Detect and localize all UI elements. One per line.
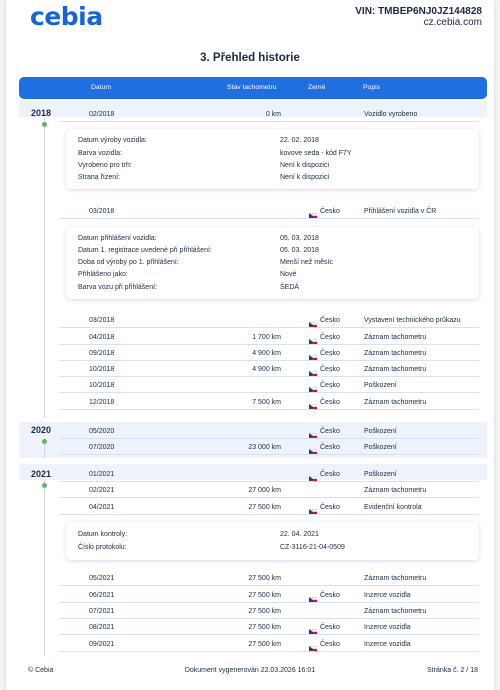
czech-flag-icon bbox=[309, 471, 317, 477]
table-row bbox=[19, 619, 487, 635]
row-description: Evidenční kontrola bbox=[364, 504, 422, 511]
row-country: Česko bbox=[320, 624, 340, 631]
czech-flag-icon bbox=[309, 334, 317, 340]
czech-flag-icon bbox=[309, 641, 317, 647]
row-date: 03/2018 bbox=[89, 317, 115, 324]
table-row bbox=[19, 482, 487, 498]
table-row bbox=[19, 329, 487, 345]
timeline-dot bbox=[42, 122, 47, 127]
detail-label: Datum kontroly: bbox=[78, 531, 128, 538]
table-row bbox=[19, 345, 487, 361]
detail-value: Není k dispozici bbox=[280, 174, 330, 181]
czech-flag-icon bbox=[309, 504, 317, 510]
row-divider bbox=[59, 585, 479, 586]
detail-value: kovove seda - kód F7Y bbox=[280, 150, 352, 157]
row-date: 05/2020 bbox=[89, 428, 115, 435]
detail-label: Barva vozidla: bbox=[78, 150, 122, 157]
row-country: Česko bbox=[320, 350, 340, 357]
row-country: Česko bbox=[320, 504, 340, 511]
table-row bbox=[19, 587, 487, 603]
row-odometer: 27 500 km bbox=[248, 641, 281, 648]
detail-label: Datum 1. registrace uvedené při přihlášení: bbox=[78, 247, 212, 254]
detail-label: Barva vozu při přihlášení: bbox=[78, 284, 157, 291]
table-row bbox=[19, 603, 487, 619]
table-row bbox=[19, 466, 487, 482]
row-odometer: 4 900 km bbox=[252, 350, 281, 357]
row-divider bbox=[59, 454, 479, 455]
detail-value: Není k dispozici bbox=[280, 162, 330, 169]
row-description: Záznam tachometru bbox=[364, 350, 427, 357]
czech-flag-icon bbox=[309, 399, 317, 405]
row-date: 10/2018 bbox=[89, 382, 115, 389]
row-date: 09/2018 bbox=[89, 350, 115, 357]
row-date: 04/2021 bbox=[89, 504, 115, 511]
row-divider bbox=[59, 121, 479, 122]
row-odometer: 0 km bbox=[265, 111, 281, 118]
row-country: Česko bbox=[320, 471, 340, 478]
row-odometer: 4 900 km bbox=[252, 366, 281, 373]
row-odometer: 27 500 km bbox=[248, 624, 281, 631]
czech-flag-icon bbox=[309, 624, 317, 630]
row-odometer: 27 500 km bbox=[248, 575, 281, 582]
detail-label: Vyrobeno pro trh: bbox=[78, 162, 132, 169]
row-description: Záznam tachometru bbox=[364, 366, 427, 373]
row-date: 12/2018 bbox=[89, 399, 115, 406]
detail-label: Strana řízení: bbox=[78, 174, 121, 181]
detail-value: 05. 03. 2018 bbox=[280, 235, 319, 242]
row-description: Poškození bbox=[364, 444, 397, 451]
page-footer bbox=[6, 661, 494, 681]
row-date: 07/2021 bbox=[89, 608, 115, 615]
table-row bbox=[19, 439, 487, 455]
row-date: 02/2018 bbox=[89, 111, 115, 118]
czech-flag-icon bbox=[309, 350, 317, 356]
row-description: Záznam tachometru bbox=[364, 487, 427, 494]
detail-label: Datum výroby vozidla: bbox=[78, 137, 147, 144]
row-date: 07/2020 bbox=[89, 444, 115, 451]
row-description: Vozidlo vyrobeno bbox=[364, 111, 418, 118]
row-divider bbox=[59, 634, 479, 635]
row-description: Poškození bbox=[364, 382, 397, 389]
row-divider bbox=[59, 327, 479, 328]
row-date: 09/2021 bbox=[89, 641, 115, 648]
row-country: Česko bbox=[320, 444, 340, 451]
row-description: Poškození bbox=[364, 428, 397, 435]
row-description: Poškození bbox=[364, 471, 397, 478]
table-row bbox=[19, 499, 487, 515]
table-row bbox=[19, 361, 487, 377]
detail-label: Doba od výroby po 1. přihlášení: bbox=[78, 259, 179, 266]
detail-value: Menší než měsíc bbox=[280, 259, 333, 266]
row-divider bbox=[59, 651, 479, 652]
footer-generated: Dokument vygenerován 22.03.2026 16:01 bbox=[184, 667, 316, 674]
row-country: Česko bbox=[320, 334, 340, 341]
row-odometer: 7 500 km bbox=[252, 399, 281, 406]
vin-block bbox=[355, 6, 482, 28]
row-odometer: 27 500 km bbox=[248, 592, 281, 599]
czech-flag-icon bbox=[309, 366, 317, 372]
footer-copyright: © Cebia bbox=[28, 667, 54, 674]
table-row bbox=[19, 570, 487, 586]
year-label: 2020 bbox=[31, 425, 52, 435]
footer-page-number: Stránka č. 2 / 18 bbox=[427, 667, 478, 674]
row-country: Česko bbox=[320, 208, 340, 215]
col-odometer-header: Stav tachometru bbox=[227, 84, 277, 91]
row-odometer: 27 000 km bbox=[248, 487, 281, 494]
row-odometer: 27 500 km bbox=[248, 504, 281, 511]
row-country: Česko bbox=[320, 382, 340, 389]
year-label: 2021 bbox=[31, 469, 52, 479]
row-divider bbox=[59, 497, 479, 498]
row-date: 04/2018 bbox=[89, 334, 115, 341]
detail-label: Datum přihlášení vozidla: bbox=[78, 235, 157, 242]
row-date: 06/2021 bbox=[89, 592, 115, 599]
row-description: Inzerce vozidla bbox=[364, 641, 411, 648]
row-date: 02/2021 bbox=[89, 487, 115, 494]
table-row bbox=[19, 423, 487, 439]
col-description-header: Popis bbox=[363, 84, 381, 91]
row-date: 05/2021 bbox=[89, 575, 115, 582]
row-description: Záznam tachometru bbox=[364, 608, 427, 615]
col-date-header: Datum bbox=[91, 84, 112, 91]
row-date: 01/2021 bbox=[89, 471, 115, 478]
row-country: Česko bbox=[320, 399, 340, 406]
czech-flag-icon bbox=[309, 317, 317, 323]
detail-value: 22. 04. 2021 bbox=[280, 531, 319, 538]
report-page bbox=[6, 0, 494, 690]
row-country: Česko bbox=[320, 428, 340, 435]
detail-card-production bbox=[66, 129, 479, 189]
detail-value: 22. 02. 2018 bbox=[280, 137, 319, 144]
cebia-logo: cebia bbox=[30, 2, 103, 31]
row-date: 08/2021 bbox=[89, 624, 115, 631]
row-divider bbox=[59, 514, 479, 515]
detail-value: 05. 03. 2018 bbox=[280, 247, 319, 254]
czech-flag-icon bbox=[309, 428, 317, 434]
row-description: Inzerce vozidla bbox=[364, 624, 411, 631]
row-description: Přihlášení vozidla v ČR bbox=[364, 208, 437, 215]
table-header bbox=[19, 77, 487, 99]
table-row bbox=[19, 203, 487, 219]
table-row bbox=[19, 377, 487, 393]
detail-label: Číslo protokolu: bbox=[78, 544, 127, 551]
czech-flag-icon bbox=[309, 592, 317, 598]
detail-label: Přihlášeno jako: bbox=[78, 271, 128, 278]
table-row bbox=[19, 106, 487, 122]
row-odometer: 23 000 km bbox=[248, 444, 281, 451]
table-row bbox=[19, 636, 487, 652]
site-url[interactable]: cz.cebia.com bbox=[423, 17, 482, 28]
detail-value: ŠEDÁ bbox=[280, 284, 300, 291]
row-description: Záznam tachometru bbox=[364, 575, 427, 582]
section-title: 3. Přehled historie bbox=[200, 52, 300, 64]
row-date: 03/2018 bbox=[89, 208, 115, 215]
row-divider bbox=[59, 218, 479, 219]
row-odometer: 27 500 km bbox=[248, 608, 281, 615]
row-divider bbox=[59, 409, 479, 410]
row-description: Záznam tachometru bbox=[364, 399, 427, 406]
czech-flag-icon bbox=[309, 208, 317, 214]
year-label: 2018 bbox=[31, 108, 52, 118]
row-date: 10/2018 bbox=[89, 366, 115, 373]
detail-value: Nové bbox=[280, 271, 297, 278]
czech-flag-icon bbox=[309, 444, 317, 450]
row-country: Česko bbox=[320, 592, 340, 599]
row-odometer: 1 700 km bbox=[252, 334, 281, 341]
detail-value: CZ-3116-21-04-0509 bbox=[280, 544, 345, 551]
col-country-header: Země bbox=[308, 84, 326, 91]
detail-card-inspection bbox=[66, 522, 479, 560]
table-row bbox=[19, 394, 487, 410]
row-country: Česko bbox=[320, 641, 340, 648]
row-description: Inzerce vozidla bbox=[364, 592, 411, 599]
row-description: Vystavení technického průkazu bbox=[364, 317, 461, 324]
row-description: Záznam tachometru bbox=[364, 334, 427, 341]
table-row bbox=[19, 312, 487, 328]
czech-flag-icon bbox=[309, 382, 317, 388]
detail-card-registration bbox=[66, 227, 479, 299]
row-country: Česko bbox=[320, 366, 340, 373]
row-country: Česko bbox=[320, 317, 340, 324]
vin-number: VIN: TMBEP6NJ0JZ144828 bbox=[355, 6, 482, 17]
row-divider bbox=[59, 392, 479, 393]
